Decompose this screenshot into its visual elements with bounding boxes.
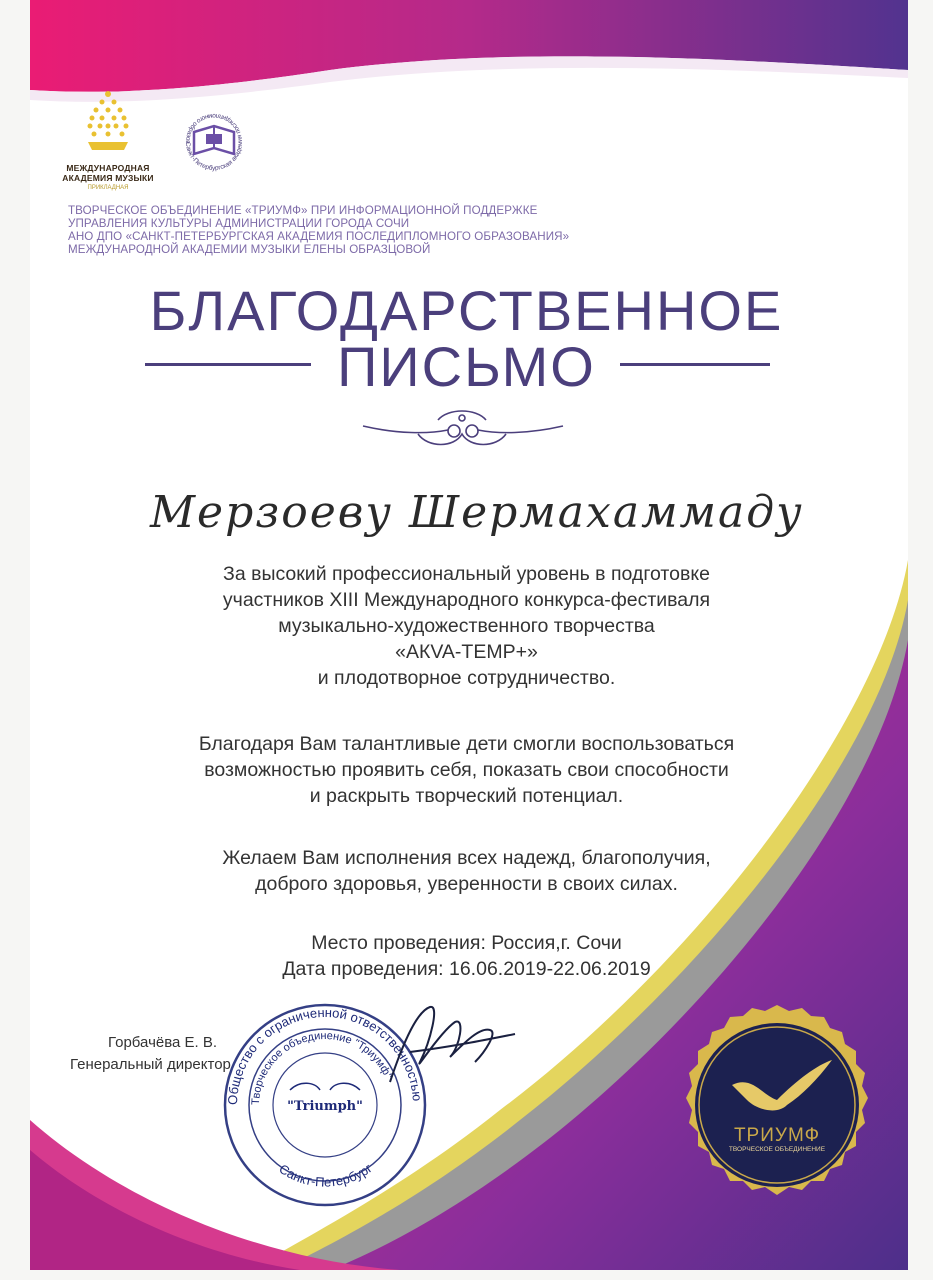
crown-icon xyxy=(78,88,138,158)
paragraph-gratitude xyxy=(0,731,933,809)
spb-arc-text: Санкт-Петербургская академия последипломного образов xyxy=(183,111,245,173)
stamp-inner-text: Творческое объединение "Триумф" xyxy=(249,1029,395,1106)
seal-subtitle: ТВОРЧЕСКОЕ ОБЪЕДИНЕНИЕ xyxy=(728,1146,826,1153)
organizer-line: МЕЖДУНАРОДНОЙ АКАДЕМИИ МУЗЫКИ ЕЛЕНЫ ОБРАЗЦОВОЙ xyxy=(68,243,431,256)
title-line-2: ПИСЬМО xyxy=(337,335,596,398)
recipient-handwriting xyxy=(140,472,840,552)
ornament-flourish xyxy=(358,404,568,454)
organizer-line: ТВОРЧЕСКОЕ ОБЪЕДИНЕНИЕ «ТРИУМФ» ПРИ ИНФОРМАЦИОННОЙ ПОДДЕРЖКЕ xyxy=(68,204,538,217)
body-line: Желаем Вам исполнения всех надежд, благополучия, xyxy=(222,847,711,869)
academy-sub: ПРИКЛАДНАЯ xyxy=(87,185,129,191)
paragraph-venue xyxy=(0,930,933,982)
spb-academy-logo xyxy=(168,96,260,188)
stamp-outer-text: Общество с ограниченной ответственностью xyxy=(224,1004,426,1106)
body-line: и раскрыть творческий потенциал. xyxy=(309,785,624,807)
academy-logo xyxy=(62,88,154,191)
academy-name: МЕЖДУНАРОДНАЯ АКАДЕМИЯ МУЗЫКИ xyxy=(62,163,154,183)
signatory-role: Генеральный директор xyxy=(70,1056,231,1073)
venue-line: Место проведения: Россия,г. Сочи xyxy=(311,932,622,954)
body-line: Благодаря Вам талантливые дети смогли воспользоваться xyxy=(198,733,735,755)
stamp-city-text: Санкт-Петербург xyxy=(276,1160,375,1190)
body-line: возможностью проявить себя, показать свои способности xyxy=(204,759,729,781)
organizer-line: УПРАВЛЕНИЯ КУЛЬТУРЫ АДМИНИСТРАЦИИ ГОРОДА СОЧИ xyxy=(68,217,410,230)
organizers-block xyxy=(68,204,628,256)
organizer-line: АНО ДПО «САНКТ-ПЕТЕРБУРГСКАЯ АКАДЕМИЯ ПОСЛЕДИПЛОМНОГО ОБРАЗОВАНИЯ» xyxy=(68,230,570,243)
stamp-center-text: "Triumph" xyxy=(287,1099,363,1114)
body-line: и плодотворное сотрудничество. xyxy=(317,667,616,689)
recipient-name: Мерзоеву Шермахаммаду xyxy=(150,487,804,538)
body-line: музыкально-художественного творчества xyxy=(278,615,655,637)
svg-text:Санкт-Петербург xyxy=(276,1160,375,1189)
paragraph-wishes xyxy=(0,845,933,897)
title-rule-right xyxy=(620,363,770,366)
triumph-seal xyxy=(672,1000,882,1210)
signatory-name: Горбачёва Е. В. xyxy=(108,1034,218,1051)
title-line-1: БЛАГОДАРСТВЕННОЕ xyxy=(149,279,784,342)
body-line: доброго здоровья, уверенности в своих силах. xyxy=(255,873,678,895)
seal-title: ТРИУМФ xyxy=(733,1125,821,1146)
body-line: участников XIII Международного конкурса-фестиваля xyxy=(222,589,711,611)
body-line: За высокий профессиональный уровень в подготовке xyxy=(223,563,710,585)
body-line: «АКVA-ТЕМР+» xyxy=(395,641,538,663)
date-line: Дата проведения: 16.06.2019-22.06.2019 xyxy=(282,958,651,980)
signature-scribble xyxy=(370,992,520,1102)
paragraph-thanks xyxy=(0,561,933,691)
